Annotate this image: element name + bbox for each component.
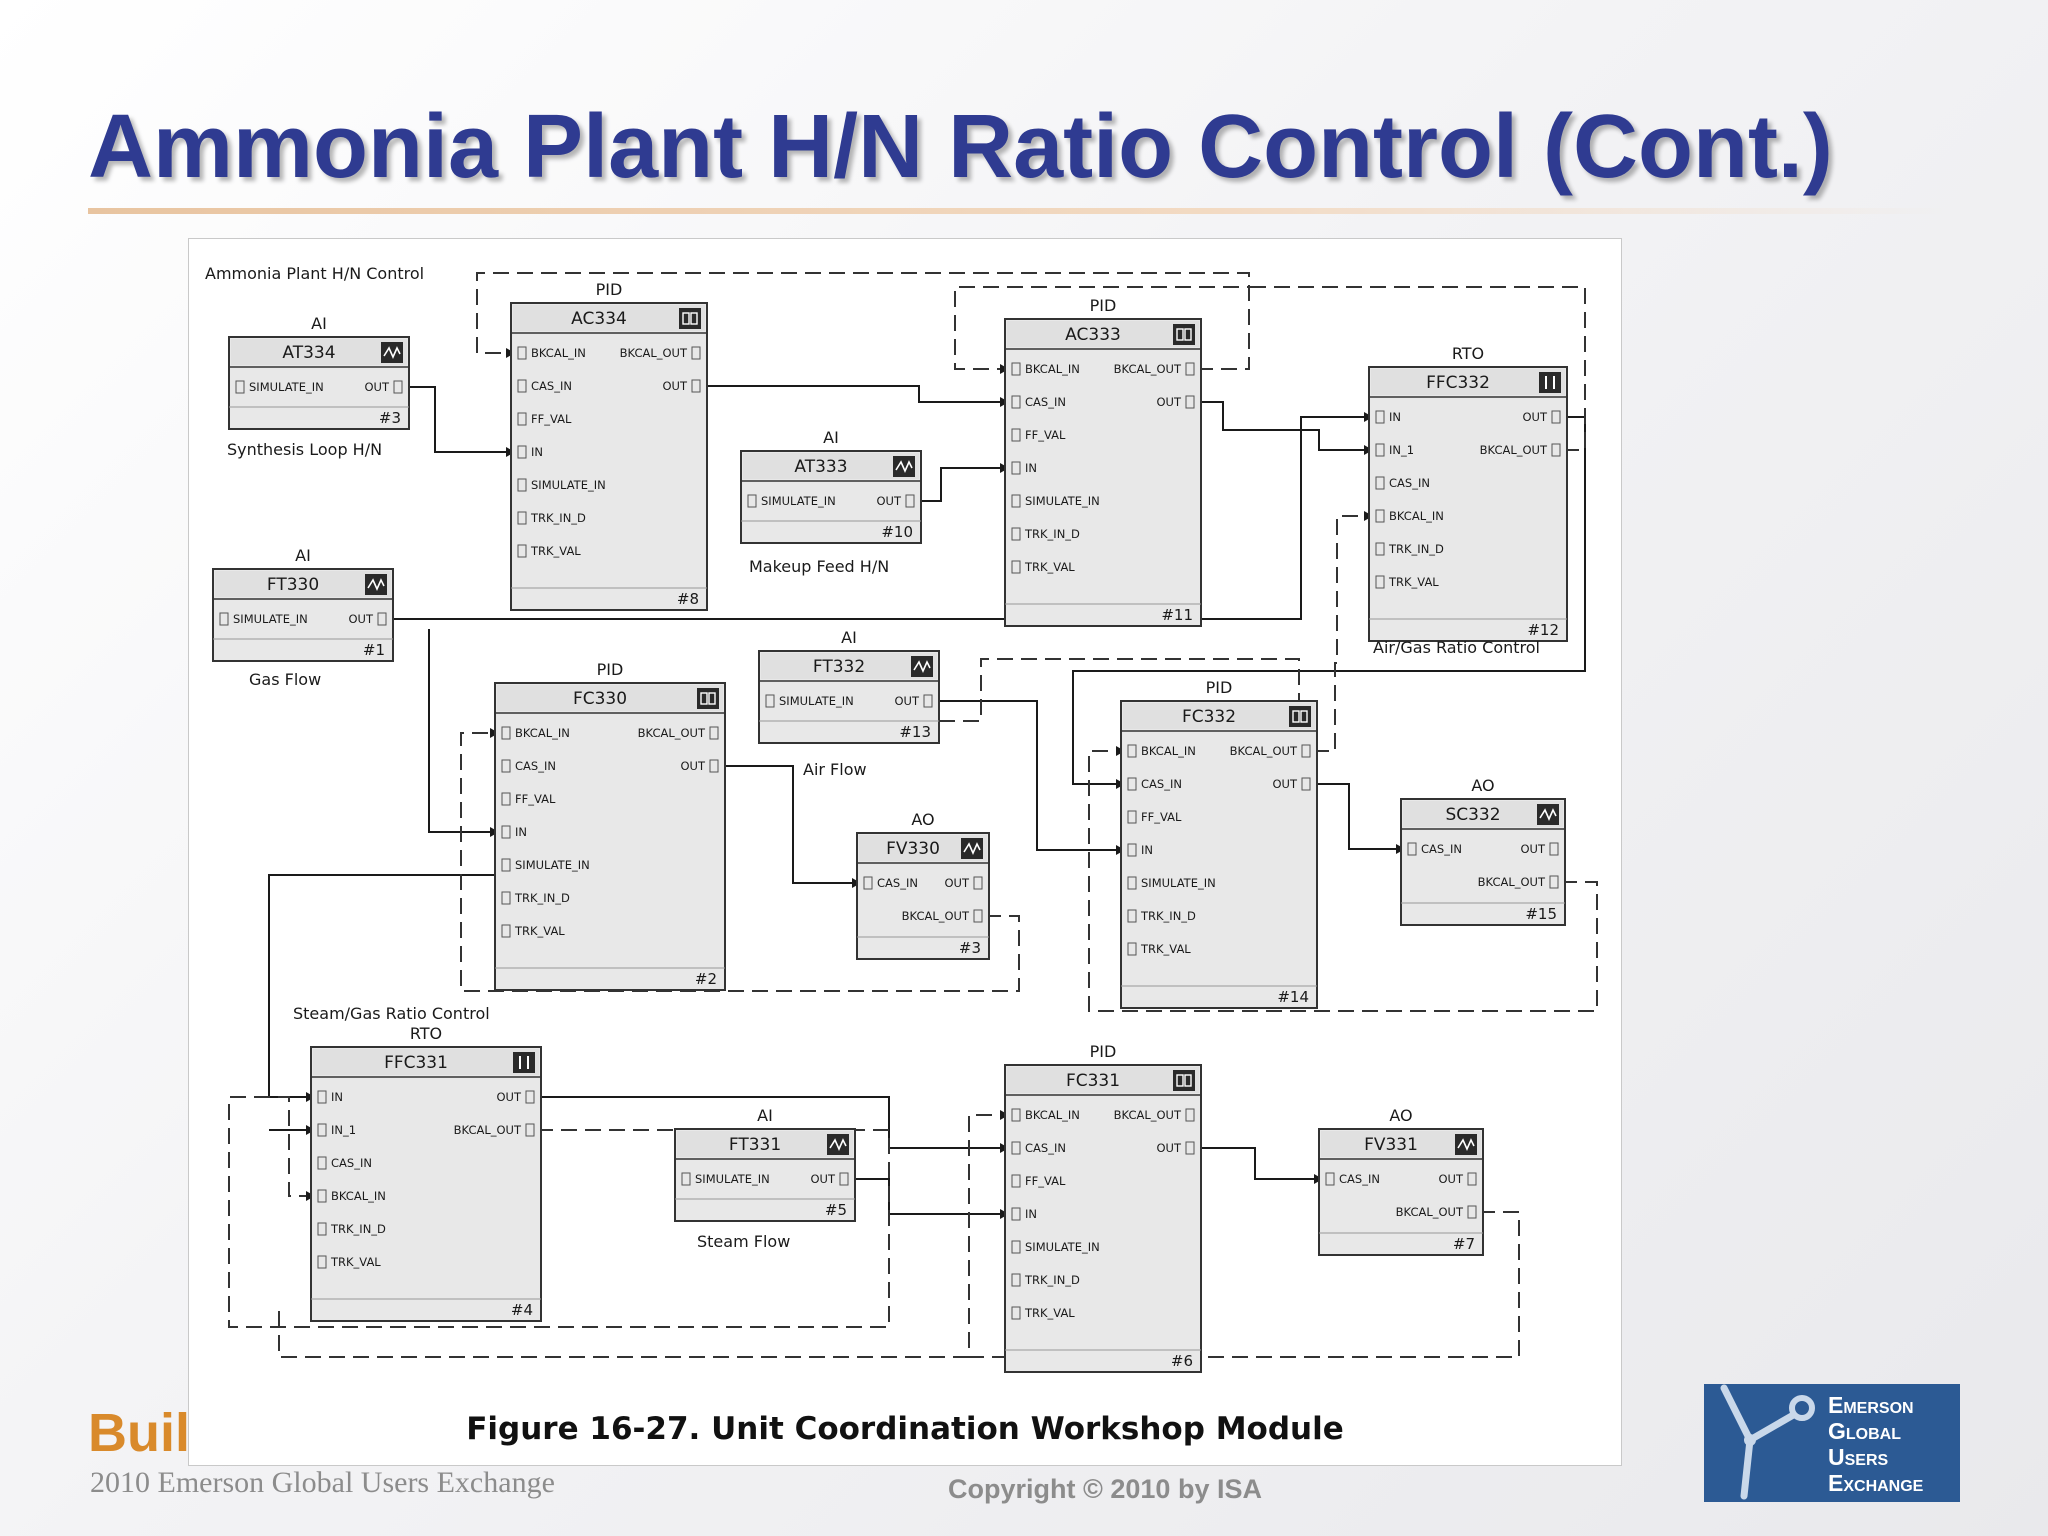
feedback-wire — [1313, 516, 1373, 751]
input-pin-label: IN_1 — [1389, 443, 1415, 457]
block-number: #7 — [1452, 1235, 1475, 1253]
signal-wire — [1197, 402, 1373, 450]
title-underline — [88, 208, 1958, 214]
footer-brand: Buil — [88, 1403, 190, 1463]
output-pin-label: OUT — [1438, 1172, 1463, 1186]
block-number: #12 — [1527, 621, 1559, 639]
input-pin-label: IN — [515, 825, 527, 839]
output-pin-label: OUT — [1156, 395, 1181, 409]
block-number: #6 — [1170, 1352, 1193, 1370]
input-pin-label: TRK_VAL — [515, 924, 565, 938]
figure-frame — [188, 238, 1622, 1466]
output-pin-label: OUT — [1522, 410, 1547, 424]
input-pin-label: SIMULATE_IN — [531, 478, 606, 492]
block-ft332 — [759, 628, 939, 743]
pid-icon — [1289, 706, 1311, 727]
block-tag: FC331 — [1065, 1071, 1121, 1091]
output-pin-label: OUT — [496, 1090, 521, 1104]
block-body — [311, 1047, 541, 1321]
block-type-label: AI — [841, 628, 857, 647]
input-pin-label: TRK_IN_D — [1025, 527, 1080, 541]
input-pin-label: TRK_IN_D — [1389, 542, 1444, 556]
output-pin-label: OUT — [1272, 777, 1297, 791]
input-pin-label: TRK_IN_D — [515, 891, 570, 905]
block-tag: FT331 — [728, 1135, 782, 1155]
section-label: Synthesis Loop H/N — [227, 440, 383, 459]
block-ac334 — [511, 280, 707, 610]
input-pin-label: TRK_VAL — [1141, 942, 1191, 956]
input-pin-label: IN_1 — [331, 1123, 357, 1137]
section-label: Gas Flow — [249, 670, 322, 689]
input-pin-label: IN — [1389, 410, 1401, 424]
block-fc332 — [1121, 678, 1317, 1008]
input-pin-label: FF_VAL — [1025, 1174, 1066, 1188]
footer-copyright: Copyright © 2010 by ISA — [948, 1474, 1262, 1504]
input-pin-label: FF_VAL — [1141, 810, 1182, 824]
block-tag: AT334 — [282, 343, 336, 363]
output-pin-label: OUT — [1156, 1141, 1181, 1155]
block-type-label: AI — [823, 428, 839, 447]
input-pin-label: BKCAL_IN — [1025, 362, 1080, 376]
output-pin-label: BKCAL_OUT — [1395, 1205, 1463, 1219]
input-pin-label: CAS_IN — [1025, 1141, 1066, 1155]
signal-wire — [429, 629, 499, 832]
slide-title: Ammonia Plant H/N Ratio Control (Cont.) — [88, 97, 1833, 197]
block-type-label: RTO — [1451, 344, 1485, 363]
block-at333 — [741, 428, 921, 543]
block-type-label: AI — [757, 1106, 773, 1125]
input-pin-label: SIMULATE_IN — [249, 380, 324, 394]
block-fc330 — [495, 660, 725, 990]
block-tag: SC332 — [1445, 805, 1501, 825]
input-pin-label: BKCAL_IN — [515, 726, 570, 740]
output-pin-label: OUT — [1520, 842, 1545, 856]
valve-icon — [961, 838, 983, 859]
block-number: #4 — [510, 1301, 533, 1319]
block-tag: FV330 — [886, 839, 940, 859]
input-pin-label: SIMULATE_IN — [1025, 1240, 1100, 1254]
block-tag: FT330 — [266, 575, 320, 595]
output-pin-label: BKCAL_OUT — [1113, 362, 1181, 376]
block-number: #8 — [676, 590, 699, 608]
block-ft330 — [213, 546, 393, 661]
input-pin-label: TRK_VAL — [331, 1255, 381, 1269]
input-pin-label: SIMULATE_IN — [695, 1172, 770, 1186]
section-label: Air/Gas Ratio Control — [1373, 638, 1540, 657]
block-tag: FFC331 — [384, 1053, 448, 1073]
block-type-label: RTO — [409, 1024, 443, 1043]
output-pin-label: OUT — [680, 759, 705, 773]
input-pin-label: TRK_IN_D — [531, 511, 586, 525]
input-pin-label: CAS_IN — [1421, 842, 1462, 856]
output-pin-label: BKCAL_OUT — [1477, 875, 1545, 889]
block-type-label: PID — [1089, 296, 1117, 315]
block-number: #5 — [824, 1201, 847, 1219]
input-pin-label: CAS_IN — [515, 759, 556, 773]
input-pin-label: TRK_IN_D — [1141, 909, 1196, 923]
output-pin-label: OUT — [876, 494, 901, 508]
molecule-icon — [1704, 1384, 1824, 1502]
signal-wire — [405, 387, 515, 452]
input-pin-label: BKCAL_IN — [531, 346, 586, 360]
input-pin-label: SIMULATE_IN — [515, 858, 590, 872]
input-pin-label: FF_VAL — [515, 792, 556, 806]
block-fv331 — [1319, 1106, 1483, 1255]
input-pin-label: BKCAL_IN — [1389, 509, 1444, 523]
input-pin-label: CAS_IN — [1389, 476, 1430, 490]
input-pin-label: CAS_IN — [531, 379, 572, 393]
block-number: #3 — [958, 939, 981, 957]
pid-icon — [697, 688, 719, 709]
block-type-label: PID — [595, 280, 623, 299]
input-pin-label: FF_VAL — [531, 412, 572, 426]
input-pin-label: IN — [531, 445, 543, 459]
block-fv330 — [857, 810, 989, 959]
input-pin-label: TRK_VAL — [1389, 575, 1439, 589]
figure-caption: Figure 16-27. Unit Coordination Workshop Module — [466, 1411, 1344, 1447]
block-at334 — [229, 314, 409, 429]
block-number: #11 — [1161, 606, 1193, 624]
output-pin-label: BKCAL_OUT — [1113, 1108, 1181, 1122]
output-pin-label: OUT — [944, 876, 969, 890]
signal-wire — [1197, 1148, 1323, 1179]
input-pin-label: CAS_IN — [877, 876, 918, 890]
input-pin-label: BKCAL_IN — [1141, 744, 1196, 758]
input-pin-label: IN — [1141, 843, 1153, 857]
section-label: Steam/Gas Ratio Control — [293, 1004, 490, 1023]
signal-wire — [721, 766, 861, 883]
block-body — [1369, 367, 1567, 641]
block-number: #14 — [1277, 988, 1309, 1006]
output-pin-label: OUT — [662, 379, 687, 393]
pid-icon — [1173, 324, 1195, 345]
output-pin-label: BKCAL_OUT — [637, 726, 705, 740]
trend-icon — [827, 1134, 849, 1155]
ratio-icon — [1539, 372, 1561, 393]
signal-wire — [917, 468, 1009, 501]
input-pin-label: TRK_VAL — [1025, 1306, 1075, 1320]
block-type-label: AI — [311, 314, 327, 333]
input-pin-label: BKCAL_IN — [331, 1189, 386, 1203]
block-sc332 — [1401, 776, 1565, 925]
block-ffc331 — [311, 1024, 541, 1321]
block-tag: FC330 — [572, 689, 628, 709]
output-pin-label: BKCAL_OUT — [1229, 744, 1297, 758]
block-ft331 — [675, 1106, 855, 1221]
output-pin-label: BKCAL_OUT — [453, 1123, 521, 1137]
input-pin-label: SIMULATE_IN — [233, 612, 308, 626]
signal-wire — [851, 1179, 1009, 1214]
input-pin-label: IN — [1025, 1207, 1037, 1221]
section-label: Air Flow — [803, 760, 867, 779]
block-tag: FC332 — [1181, 707, 1237, 727]
block-tag: FT332 — [812, 657, 866, 677]
block-ffc332 — [1369, 344, 1567, 641]
module-title: Ammonia Plant H/N Control — [205, 264, 425, 283]
input-pin-label: SIMULATE_IN — [1141, 876, 1216, 890]
input-pin-label: CAS_IN — [1141, 777, 1182, 791]
pid-icon — [1173, 1070, 1195, 1091]
block-tag: AC334 — [571, 309, 627, 329]
trend-icon — [365, 574, 387, 595]
input-pin-label: BKCAL_IN — [1025, 1108, 1080, 1122]
signal-wire — [1313, 784, 1405, 849]
logo-text: Emerson Global Users Exchange — [1828, 1392, 1924, 1496]
block-number: #2 — [694, 970, 717, 988]
pid-icon — [679, 308, 701, 329]
block-number: #13 — [899, 723, 931, 741]
block-tag: FFC332 — [1426, 373, 1490, 393]
block-number: #10 — [881, 523, 913, 541]
output-pin-label: OUT — [810, 1172, 835, 1186]
input-pin-label: CAS_IN — [1339, 1172, 1380, 1186]
section-label: Makeup Feed H/N — [749, 557, 890, 576]
block-type-label: AO — [911, 810, 935, 829]
output-pin-label: BKCAL_OUT — [619, 346, 687, 360]
block-tag: FV331 — [1364, 1135, 1418, 1155]
block-tag: AC333 — [1065, 325, 1121, 345]
trend-icon — [911, 656, 933, 677]
block-type-label: PID — [596, 660, 624, 679]
input-pin-label: IN — [331, 1090, 343, 1104]
output-pin-label: OUT — [894, 694, 919, 708]
input-pin-label: TRK_VAL — [531, 544, 581, 558]
output-pin-label: BKCAL_OUT — [1479, 443, 1547, 457]
block-type-label: PID — [1205, 678, 1233, 697]
valve-icon — [1537, 804, 1559, 825]
trend-icon — [381, 342, 403, 363]
block-number: #15 — [1525, 905, 1557, 923]
output-pin-label: OUT — [364, 380, 389, 394]
input-pin-label: FF_VAL — [1025, 428, 1066, 442]
block-fc331 — [1005, 1042, 1201, 1372]
block-type-label: AO — [1389, 1106, 1413, 1125]
section-label: Steam Flow — [697, 1232, 791, 1251]
function-block-diagram — [189, 239, 1621, 1399]
input-pin-label: SIMULATE_IN — [1025, 494, 1100, 508]
input-pin-label: TRK_IN_D — [1025, 1273, 1080, 1287]
signal-wire — [703, 386, 1009, 402]
input-pin-label: IN — [1025, 461, 1037, 475]
signal-wire — [935, 701, 1125, 850]
input-pin-label: TRK_IN_D — [331, 1222, 386, 1236]
input-pin-label: CAS_IN — [331, 1156, 372, 1170]
output-pin-label: BKCAL_OUT — [901, 909, 969, 923]
block-type-label: AO — [1471, 776, 1495, 795]
block-type-label: AI — [295, 546, 311, 565]
input-pin-label: TRK_VAL — [1025, 560, 1075, 574]
emerson-logo — [1704, 1384, 1960, 1502]
output-pin-label: OUT — [348, 612, 373, 626]
footer-event: 2010 Emerson Global Users Exchange — [90, 1466, 555, 1499]
block-number: #1 — [362, 641, 385, 659]
ratio-icon — [513, 1052, 535, 1073]
block-number: #3 — [378, 409, 401, 427]
valve-icon — [1455, 1134, 1477, 1155]
block-ac333 — [1005, 296, 1201, 626]
input-pin-label: SIMULATE_IN — [779, 694, 854, 708]
trend-icon — [893, 456, 915, 477]
input-pin-label: SIMULATE_IN — [761, 494, 836, 508]
input-pin-label: CAS_IN — [1025, 395, 1066, 409]
block-type-label: PID — [1089, 1042, 1117, 1061]
block-tag: AT333 — [794, 457, 848, 477]
